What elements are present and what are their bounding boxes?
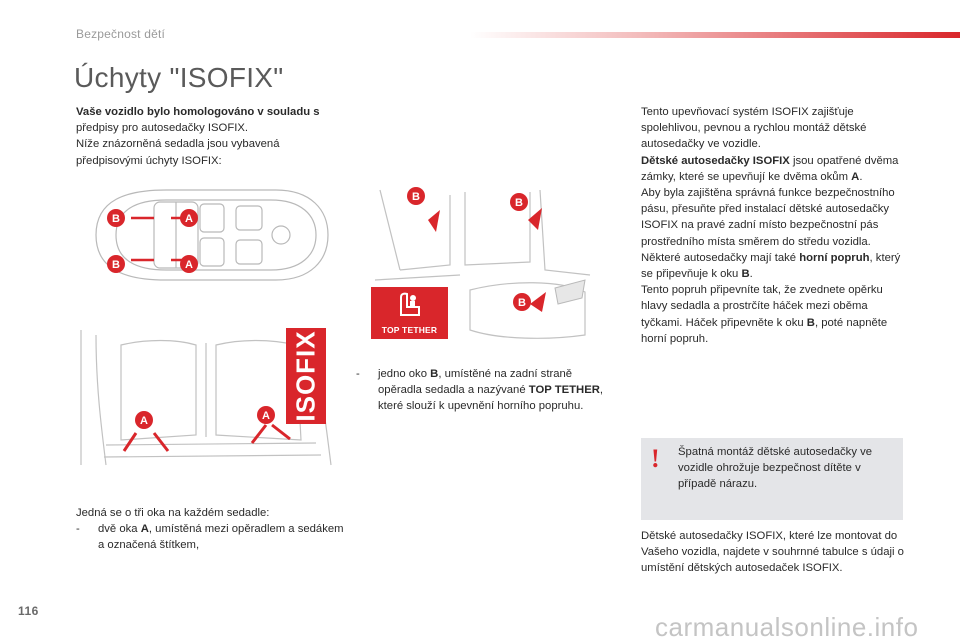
isofix-label-text: ISOFIX <box>290 330 321 422</box>
tether-marker-b-left <box>407 187 425 205</box>
intro-bold: Vaše vozidlo bylo homologováno v souladu s <box>76 106 320 118</box>
top-tether-list-item <box>356 366 616 415</box>
tether-marker-b-detail <box>513 293 531 311</box>
isofix-marker-b-lower <box>107 255 125 273</box>
svg-text:B: B <box>412 191 420 203</box>
summary-paragraph: Dětské autosedačky ISOFIX, které lze montovat do Vašeho vozidla, najdete v souhrnné tabulce s údaji o umístění dětských autosedaček ISOFIX. <box>641 530 904 575</box>
isofix-marker-b-upper <box>107 209 125 227</box>
anchor-description <box>76 505 346 554</box>
isofix-label-tag <box>286 328 326 424</box>
anchor-line1: Jedná se o tři oka na každém sedadle: <box>76 507 270 519</box>
list-text: jedno oko B, umístěné na zadní straně opěradla sedadla a nazývané TOP TETHER, které slouží k upevnění horního popruhu. <box>378 368 604 413</box>
intro-rest: předpisy pro autosedačky ISOFIX. <box>76 122 249 135</box>
child-seat-icon <box>395 291 425 319</box>
intro-line2: Níže znázorněná sedadla jsou vybavená předpisovými úchyty ISOFIX: <box>76 138 280 167</box>
isofix-marker-a-left <box>135 411 153 429</box>
header-accent-bar <box>470 32 960 38</box>
svg-text:A: A <box>185 213 193 225</box>
para-system: Tento upevňovací systém ISOFIX zajišťuje spolehlivou, pevnou a rychlou montáž dětské autosedačky ve vozidle. <box>641 106 867 151</box>
svg-text:A: A <box>262 410 270 422</box>
list-dash: - <box>356 368 360 380</box>
svg-text:A: A <box>185 259 193 271</box>
section-header: Bezpečnost dětí <box>76 27 166 41</box>
warning-text: Špatná montáž dětské autosedačky ve vozidle ohrožuje bezpečnost dítěte v případě nárazu. <box>678 446 873 491</box>
para-top-strap: Některé autosedačky mají také horní popruh, který se připevňuje k oku B. <box>641 251 901 281</box>
list-dash: - <box>76 523 80 536</box>
svg-text:B: B <box>515 197 523 209</box>
tether-marker-b-right <box>510 193 528 211</box>
svg-text:A: A <box>140 415 148 427</box>
svg-text:B: B <box>112 213 120 225</box>
svg-text:B: B <box>518 297 526 309</box>
para-strap-fitting: Tento popruh připevníte tak, že zvednete opěrku hlavy sedadla a prostrčíte háček mezi oběma tyčkami. Háček připevněte k oku B, poté napněte horní popruh. <box>641 284 888 345</box>
top-tether-label-text: TOP TETHER <box>381 325 438 335</box>
intro-paragraph <box>76 104 346 169</box>
car-top-view-diagram <box>76 180 336 290</box>
page-number: 116 <box>18 604 39 618</box>
svg-text:B: B <box>112 259 120 271</box>
right-column-text <box>641 104 911 347</box>
warning-icon: ! <box>651 444 660 473</box>
isofix-marker-a-lower <box>180 255 198 273</box>
top-tether-label-tag <box>371 287 448 339</box>
page-title: Úchyty "ISOFIX" <box>74 62 284 93</box>
isofix-marker-a-upper <box>180 209 198 227</box>
isofix-marker-a-right <box>257 406 275 424</box>
list-text: dvě oka A, umístěná mezi opěradlem a sedákem a označená štítkem, <box>98 523 344 552</box>
para-seatbelt: Aby byla zajištěna správná funkce bezpečnostního pásu, přesuňte před instalací dětské autosedačky ISOFIX na pravé zadní místo bezpečnostní pás prostředního místa směrem do středu vozidla. <box>641 187 895 248</box>
para-child-seats: Dětské autosedačky ISOFIX jsou opatřené dvěma zámky, které se upevňují ke dvěma okům A. <box>641 154 899 183</box>
watermark: carmanualsonline.info <box>655 612 919 640</box>
